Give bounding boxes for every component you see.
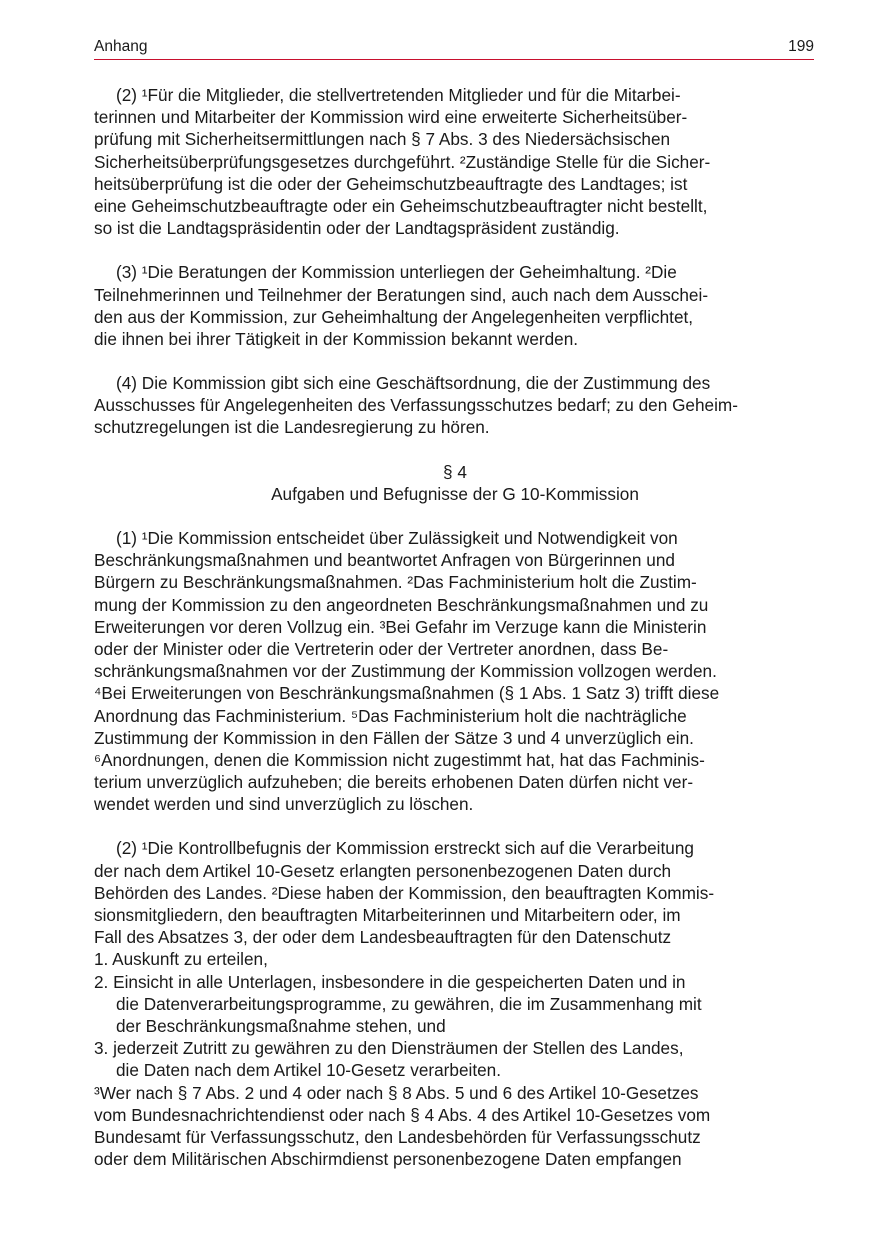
text-line: der nach dem Artikel 10-Gesetz erlangten personenbezogenen Daten durch [94, 860, 672, 881]
text-line: Bundesamt für Verfassungsschutz, den Landesbehörden für Verfassungsschutz [94, 1126, 701, 1147]
numbered-list [94, 948, 816, 1081]
text-line: so ist die Landtagspräsidentin oder der Landtagspräsident zuständig. [94, 218, 620, 239]
text-line: terinnen und Mitarbeiter der Kommission wird eine erweiterte Sicherheitsüber- [94, 107, 688, 128]
text-line: Teilnehmerinnen und Teilnehmer der Beratungen sind, auch nach dem Ausschei- [94, 284, 709, 305]
text-line: Bürgern zu Beschränkungsmaßnahmen. ²Das Fachministerium holt die Zustim- [94, 572, 697, 593]
text-line: die ihnen bei ihrer Tätigkeit in der Kommission bekannt werden. [94, 328, 579, 349]
list-item-line: 1. Auskunft zu erteilen, [94, 949, 268, 970]
text-line: sionsmitgliedern, den beauftragten Mitarbeiterinnen und Mitarbeitern oder, im [94, 905, 681, 925]
text-line: ⁴Bei Erweiterungen von Beschränkungsmaßnahmen (§ 1 Abs. 1 Satz 3) trifft diese [94, 683, 720, 704]
list-item [94, 971, 816, 1038]
paragraph [94, 84, 816, 239]
text-line: eine Geheimschutzbeauftragte oder ein Geheimschutzbeauftragter nicht bestellt, [94, 195, 708, 216]
paragraph [94, 527, 816, 815]
paragraph-gap [94, 815, 816, 837]
text-line: oder der Minister oder die Vertreterin oder der Vertreter anordnen, dass Be- [94, 638, 669, 659]
paragraph-gap [94, 350, 816, 372]
list-item-line: der Beschränkungsmaßnahme stehen, und [116, 1015, 446, 1036]
text-line: mung der Kommission zu den angeordneten Beschränkungsmaßnahmen und zu [94, 594, 709, 615]
text-line: ³Wer nach § 7 Abs. 2 und 4 oder nach § 8 Abs. 5 und 6 des Artikel 10-Gesetzes [94, 1082, 699, 1103]
list-item-line: 3. jederzeit Zutritt zu gewähren zu den Diensträumen der Stellen des Landes, [94, 1038, 684, 1059]
text-line: Behörden des Landes. ²Diese haben der Kommission, den beauftragten Kommis- [94, 882, 715, 903]
list-item-line: die Daten nach dem Artikel 10-Gesetz verarbeiten. [116, 1060, 502, 1081]
section-heading [94, 461, 816, 505]
heading-line: Aufgaben und Befugnisse der G 10-Kommission [271, 483, 639, 504]
page-body [94, 84, 816, 1170]
text-line: Anordnung das Fachministerium. ⁵Das Fachministerium holt die nachträgliche [94, 705, 687, 726]
text-line: prüfung mit Sicherheitsermittlungen nach § 7 Abs. 3 des Niedersächsischen [94, 129, 671, 150]
text-line: (3) ¹Die Beratungen der Kommission unterliegen der Geheimhaltung. ²Die [116, 262, 677, 283]
paragraph-gap [94, 239, 816, 261]
page-number: 199 [788, 38, 814, 55]
text-line: den aus der Kommission, zur Geheimhaltung der Angelegenheiten verpflichtet, [94, 306, 694, 327]
heading-line: § 4 [443, 461, 467, 482]
text-line: (1) ¹Die Kommission entscheidet über Zulässigkeit und Notwendigkeit von [116, 528, 678, 548]
text-line: Sicherheitsüberprüfungsgesetzes durchgeführt. ²Zuständige Stelle für die Sicher- [94, 151, 711, 172]
paragraph [94, 261, 816, 350]
running-header [94, 38, 814, 60]
text-line: Fall des Absatzes 3, der oder dem Landesbeauftragten für den Datenschutz [94, 927, 672, 948]
text-line: vom Bundesnachrichtendienst oder nach § 4 Abs. 4 des Artikel 10-Gesetzes vom [94, 1104, 711, 1125]
text-line: heitsüberprüfung ist die oder der Geheimschutzbeauftragte des Landtages; ist [94, 173, 688, 194]
text-line: Ausschusses für Angelegenheiten des Verfassungsschutzes bedarf; zu den Geheim- [94, 395, 738, 416]
list-item [94, 948, 816, 970]
paragraph [94, 1082, 816, 1171]
text-line: ⁶Anordnungen, denen die Kommission nicht zugestimmt hat, hat das Fachminis- [94, 749, 705, 770]
text-line: terium unverzüglich aufzuheben; die bereits erhobenen Daten dürfen nicht ver- [94, 772, 694, 793]
text-line: Erweiterungen vor deren Vollzug ein. ³Bei Gefahr im Verzuge kann die Ministerin [94, 616, 707, 637]
text-line: schutzregelungen ist die Landesregierung zu hören. [94, 417, 490, 438]
text-line: Beschränkungsmaßnahmen und beantwortet Anfragen von Bürgerinnen und [94, 550, 675, 571]
text-line: Zustimmung der Kommission in den Fällen der Sätze 3 und 4 unverzüglich ein. [94, 727, 694, 748]
list-item-line: die Datenverarbeitungsprogramme, zu gewähren, die im Zusammenhang mit [116, 993, 702, 1014]
list-item-line: 2. Einsicht in alle Unterlagen, insbesondere in die gespeicherten Daten und in [94, 971, 686, 992]
text-line: wendet werden und sind unverzüglich zu löschen. [94, 794, 474, 815]
list-item [94, 1037, 816, 1081]
text-line: (2) ¹Für die Mitglieder, die stellvertretenden Mitglieder und für die Mitarbei- [116, 85, 681, 105]
text-line: schränkungsmaßnahmen vor der Zustimmung der Kommission vollzogen werden. [94, 661, 717, 682]
paragraph-gap [94, 505, 816, 527]
text-line: (2) ¹Die Kontrollbefugnis der Kommission erstreckt sich auf die Verarbeitung [116, 838, 694, 859]
paragraph-gap [94, 439, 816, 461]
paragraph [94, 372, 816, 439]
text-line: (4) Die Kommission gibt sich eine Geschäftsordnung, die der Zustimmung des [116, 373, 711, 394]
paragraph [94, 837, 816, 948]
text-line: oder dem Militärischen Abschirmdienst personenbezogene Daten empfangen [94, 1149, 682, 1170]
header-section-title: Anhang [94, 38, 148, 55]
